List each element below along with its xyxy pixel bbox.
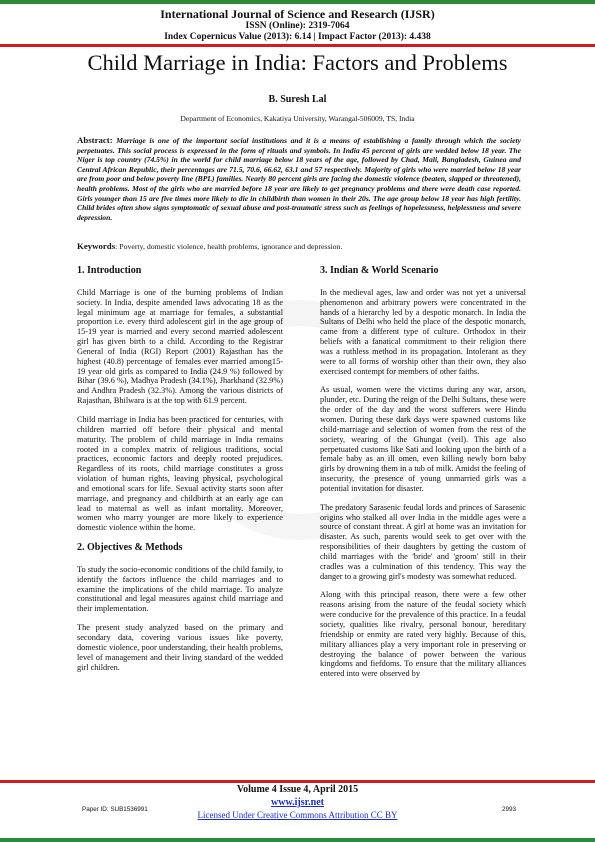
journal-index: Index Copernicus Value (2013): 6.14 | Impact Factor (2013): 4.438	[164, 32, 431, 42]
footer-rule	[0, 780, 595, 783]
abstract-text: Marriage is one of the important social institutions and it is a means of establishing a family through which the society perpetuates. This social process is expressed in the form of rituals and symbols. In India 45 percent of girls are wedded below 18 year. The Niger is top country (74.5%) in the world for child marriage below 18 years of the age, followed by Chad, Mali, Bangladesh, Guinea and Central African Republic, their percentages are 71.5, 70.6, 66.62, 63.1 and 57 respectively. Majority of girls who were married below 18 year are from poor and below poverty line (BPL) families. Nearly 80 percent girls are facing the domestic violence (beaten, slapped or threatened), health problems. Most of the girls who are married before 18 year are likely to get pregnancy problems and there were death case reported. Girls younger than 15 are five times more likely to die in childbirth than women in their 20s. The age group below 18 year has high fertility. Child brides often show signs symptomatic of sexual abuse and post-traumatic stress such as feelings of hopelessness, helplessness and severe depression.	[77, 136, 521, 222]
footer-volume: Volume 4 Issue 4, April 2015	[236, 784, 359, 795]
section-heading-objectives: 2. Objectives & Methods	[77, 542, 183, 554]
paragraph: To study the socio-economic conditions of the child family, to identify the factors influence the child marriages and to examine the implications of the child marriage. To analyze constitutional and legal measures against child marriage and their implementation.	[77, 564, 283, 614]
abstract-label: Abstract:	[77, 135, 113, 145]
paper-id: Paper ID: SUB1536991	[82, 806, 148, 813]
page-number: 2993	[502, 806, 517, 813]
license-link[interactable]: Licensed Under Creative Commons Attribution CC BY	[197, 810, 398, 820]
keywords-label: Keywords	[77, 241, 116, 251]
abstract	[77, 136, 521, 222]
paragraph: Child Marriage is one of the burning problems of Indian society. In India, despite amended laws advocating 18 as the legal minimum age at marriage for females, a substantial proportion i.e. every third adolescent girl in the age group of 15-19 year is married and every second married adolescent girl has given birth to a child. According to the Registrar General of India (RGI) Report (2001) Rajasthan has the highest (40.8) percentage of females ever married among15-19 year old girls as compared to India (24.9 %) followed by Bihar (39.6 %), Madhya Pradesh (34.1%), Jharkhand (32.9%) and Andhra Pradesh (32.3%). Among the various districts of Rajasthan, Bhilwara is at the top with 61.9 percent.	[77, 287, 283, 406]
journal-url-link[interactable]: www.ijsr.net	[271, 797, 324, 808]
paragraph: Child marriage in India has been practiced for centuries, with children married off before their physical and mental maturity. The problem of child marriage in India remains rooted in a complex matrix of religious traditions, social practices, economic factors and deeply rooted prejudices. Regardless of its roots, child marriage constitutes a gross violation of human rights, leaving physical, psychological and emotional scars for life. Sexual activity starts soon after marriage, and pregnancy and childbirth at an early age can lead to maternal as well as infant mortality. Moreover, women who marry younger are more likely to experience domestic violence within the home.	[77, 414, 283, 533]
paragraph: The predatory Sarasenic feudal lords and princes of Sarasenic origins who stalked all over India in the middle ages were a source of constant threat. A girl at home was an invitation for disaster. As such, parents would seek to get over with the responsibilities of their daughters by getting the custom of child marriages with the 'bride' and 'groom' still in their cradles was a culmination of this tendency. This way the danger to a growing girl's modesty was somewhat reduced.	[320, 502, 526, 581]
left-column	[77, 266, 283, 681]
keywords	[77, 241, 521, 251]
paragraph: In the medieval ages, law and order was not yet a universal phenomenon and arbitrary powers were concentrated in the hands of a hierarchy led by a despotic monarch. In India the Sultans of Delhi who held the place of the despotic monarch, came from a different type of culture. Orthodox in their beliefs with a fanatical commitment to their religion there was a ruthless method in its propagation. Intolerant as they were to all forms of worship other than their own, they also exercised contempt for members of other faiths.	[320, 287, 526, 376]
header-rule	[0, 44, 595, 47]
section-heading-scenario: 3. Indian & World Scenario	[320, 265, 439, 276]
paragraph: The present study analyzed based on the primary and secondary data, covering various issues like poverty, domestic violence, poor understanding, their health problems, level of management and their living standard of the wedded girl children.	[77, 623, 283, 672]
author-affiliation: Department of Economics, Kakatiya University, Warangal-506009, TS, India	[180, 114, 415, 123]
paragraph: Along with this principal reason, there were a few other reasons arising from the nature of the feudal society which were conducive for the prevalence of this practice. In a feudal society, qualities like rivalry, personal honour, hereditary friendship or enmity are rated very highly. Because of this, military alliances play a very important role in preserving or destroying the balance of power between the various kingdoms and fiefdoms. To ensure that the military alliances entered into were observed by	[320, 590, 526, 679]
keywords-text: : Poverty, domestic violence, health problems, ignorance and depression.	[115, 242, 343, 251]
journal-name: International Journal of Science and Research (IJSR)	[160, 7, 435, 21]
paragraph: As usual, women were the victims during any war, arson, plunder, etc. During the reign of the Delhi Sultans, these were the order of the day and the worst sufferers were Hindu women. During these dark days were spawned customs like child-marriage and selection of women from the rest of the society, wearing of the Ghungat (veil). This age also perpetuated customs like Sati and looking upon the birth of a female baby as an ill omen, even killing newly born baby girls by drowning them in a tub of milk. Amidst the feeling of insecurity, the presence of young unmarried girls was a potential invitation for disaster.	[320, 385, 526, 493]
journal-issn: ISSN (Online): 2319-7064	[245, 21, 350, 31]
author-name: B. Suresh Lal	[268, 94, 327, 105]
section-heading-introduction: 1. Introduction	[77, 265, 142, 276]
right-column	[320, 266, 526, 688]
footer-bottom-bar	[0, 838, 595, 842]
header-top-bar	[0, 0, 595, 4]
paper-title: Child Marriage in India: Factors and Problems	[87, 50, 508, 75]
